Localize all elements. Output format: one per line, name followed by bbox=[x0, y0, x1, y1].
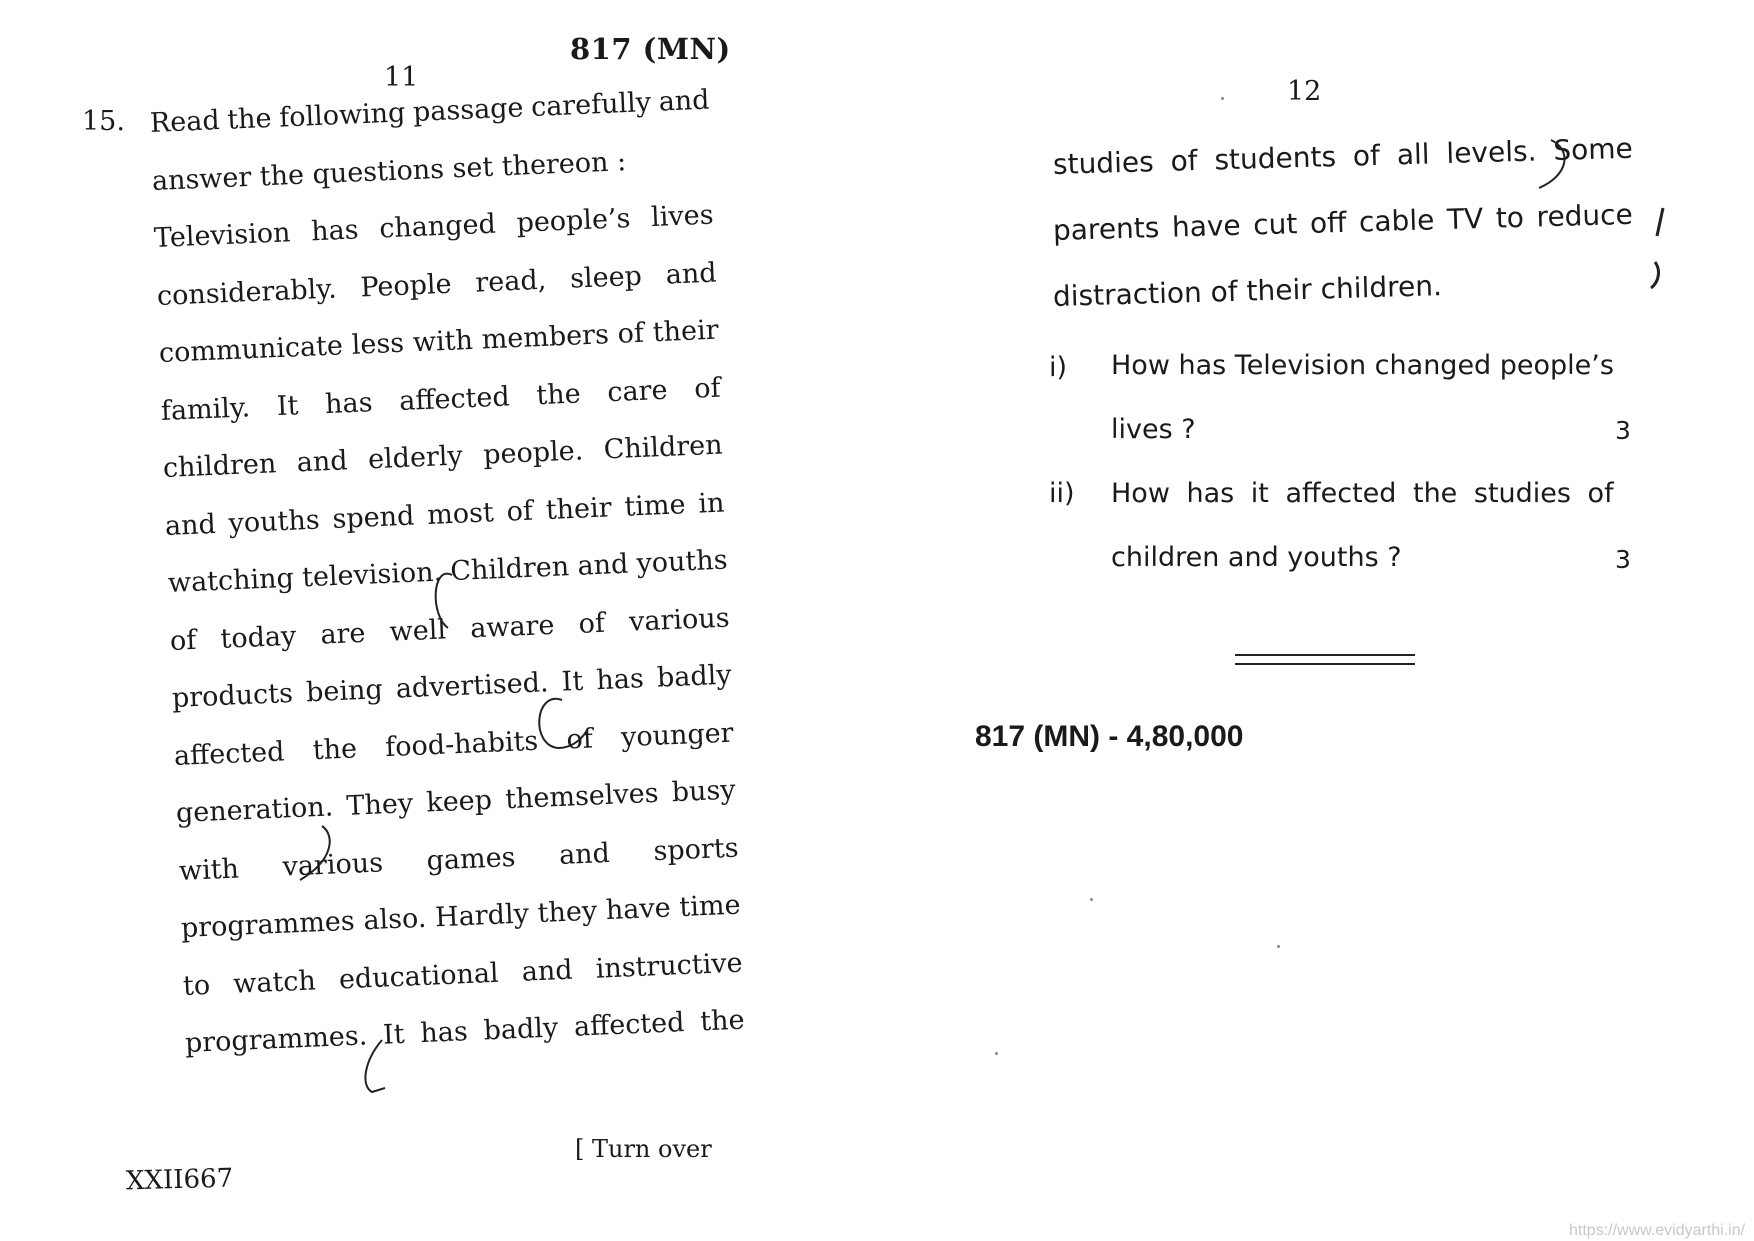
word: younger bbox=[620, 717, 735, 753]
word: Some bbox=[1552, 131, 1634, 168]
word: sleep bbox=[569, 260, 643, 295]
word: and bbox=[558, 837, 611, 871]
word: children bbox=[162, 448, 278, 484]
word: cable bbox=[1358, 203, 1435, 239]
word: of bbox=[1170, 143, 1198, 178]
word: and bbox=[296, 445, 349, 479]
word: today bbox=[219, 620, 297, 655]
word: their bbox=[651, 314, 719, 349]
question-label: ii) bbox=[1049, 478, 1075, 509]
word: off bbox=[1309, 205, 1347, 240]
word: care bbox=[606, 374, 669, 408]
scan-speck bbox=[1090, 898, 1093, 901]
word: affected bbox=[398, 380, 511, 417]
word: and bbox=[521, 954, 574, 988]
question-text: children and youths ? bbox=[1111, 542, 1402, 573]
word: changed bbox=[379, 208, 497, 245]
word: time bbox=[624, 488, 687, 523]
question-marks: 3 bbox=[1615, 416, 1631, 445]
word: watching bbox=[166, 562, 295, 599]
question-text: How has Television changed people’s bbox=[1111, 350, 1614, 381]
word: parents bbox=[1052, 211, 1160, 247]
word: They bbox=[346, 788, 415, 822]
word: Children bbox=[449, 551, 570, 588]
scan-speck bbox=[1221, 97, 1224, 100]
word: are bbox=[319, 617, 366, 651]
word: various bbox=[628, 602, 730, 638]
word: youths bbox=[228, 504, 321, 539]
word: sports bbox=[652, 832, 739, 867]
word: of bbox=[169, 624, 197, 657]
pen-marks bbox=[877, 0, 1754, 1241]
word: to bbox=[182, 969, 211, 1002]
word: elderly bbox=[367, 440, 464, 476]
word: in bbox=[698, 487, 726, 520]
page-number: 11 bbox=[384, 62, 419, 93]
word: being bbox=[305, 674, 384, 709]
scan-speck bbox=[995, 1052, 998, 1055]
word: passage bbox=[412, 92, 525, 128]
word: generation. bbox=[175, 791, 335, 829]
word: aware bbox=[469, 609, 555, 644]
word: following bbox=[278, 97, 406, 134]
question-text: How has it affected the studies of bbox=[1111, 478, 1614, 509]
word: students bbox=[1213, 140, 1337, 177]
word: to bbox=[1495, 200, 1525, 235]
word: of bbox=[693, 372, 722, 405]
word: keep bbox=[426, 784, 493, 819]
word: TV bbox=[1446, 201, 1484, 236]
word: lives bbox=[650, 199, 715, 234]
word: all bbox=[1396, 137, 1430, 172]
word: programmes bbox=[180, 905, 356, 944]
word: themselves bbox=[504, 777, 660, 816]
word: food-habits bbox=[384, 725, 540, 763]
word: It bbox=[561, 665, 584, 698]
print-code: 817 (MN) - 4,80,000 bbox=[975, 720, 1244, 753]
word: less bbox=[350, 327, 405, 361]
question-text: lives ? bbox=[1111, 414, 1196, 445]
word: members bbox=[480, 319, 610, 356]
word: reduce bbox=[1536, 197, 1634, 234]
word: games bbox=[425, 841, 516, 877]
paper-header-code: 817 (MN) bbox=[570, 32, 731, 66]
word: most bbox=[426, 496, 495, 531]
word: family. bbox=[160, 391, 251, 427]
word: have bbox=[1171, 208, 1242, 244]
passage-line: distraction of their children. bbox=[1052, 269, 1443, 313]
word: of bbox=[506, 495, 534, 528]
word: and bbox=[658, 84, 711, 118]
word: and bbox=[164, 508, 217, 542]
word: of bbox=[566, 722, 594, 756]
question-marks: 3 bbox=[1615, 545, 1631, 574]
question-number: 15. bbox=[82, 106, 125, 137]
word: television. bbox=[301, 556, 443, 594]
word: and bbox=[576, 548, 629, 582]
word: advertised. bbox=[395, 667, 550, 705]
word: their bbox=[545, 491, 613, 526]
word: has bbox=[419, 1016, 469, 1050]
word: well bbox=[388, 613, 447, 648]
word: educational bbox=[338, 957, 500, 995]
word: levels. bbox=[1445, 134, 1537, 171]
word: programmes. bbox=[184, 1020, 369, 1059]
paper-code: XXII667 bbox=[125, 1163, 234, 1197]
word: affected bbox=[173, 735, 286, 772]
word: various bbox=[281, 846, 384, 883]
word: with bbox=[412, 324, 474, 359]
word: of bbox=[577, 607, 606, 640]
word: products bbox=[171, 677, 294, 714]
word: It bbox=[276, 389, 300, 422]
word: has bbox=[324, 386, 374, 420]
word: affected bbox=[573, 1007, 686, 1043]
word: they bbox=[536, 895, 598, 930]
turn-over-note: [ Turn over bbox=[575, 1135, 712, 1163]
word: Read bbox=[149, 105, 221, 139]
word: spend bbox=[332, 500, 416, 535]
word: People bbox=[359, 268, 452, 303]
word: of bbox=[616, 317, 645, 350]
word: badly bbox=[656, 659, 733, 694]
passage-line: answer the questions set thereon : bbox=[151, 145, 627, 197]
right-page bbox=[877, 0, 1754, 1241]
word: considerably. bbox=[155, 272, 337, 312]
word: the bbox=[226, 102, 273, 136]
word: time bbox=[678, 889, 741, 924]
word: Hardly bbox=[434, 898, 530, 934]
word: the bbox=[312, 732, 358, 766]
word: of bbox=[1352, 138, 1381, 173]
word: busy bbox=[671, 774, 737, 809]
word: people’s bbox=[516, 203, 632, 239]
word: has bbox=[595, 663, 645, 697]
word: the bbox=[699, 1004, 746, 1038]
scan-speck bbox=[1277, 945, 1280, 948]
word: have bbox=[605, 892, 672, 927]
page-number: 12 bbox=[1287, 76, 1322, 107]
word: has bbox=[310, 214, 360, 248]
watermark: https://www.evidyarthi.in/ bbox=[1569, 1222, 1746, 1239]
question-label: i) bbox=[1049, 352, 1068, 383]
word: also. bbox=[362, 902, 427, 937]
word: cut bbox=[1252, 207, 1298, 242]
word: with bbox=[177, 853, 240, 887]
word: instructive bbox=[595, 947, 744, 985]
word: the bbox=[535, 377, 582, 411]
word: Children bbox=[603, 429, 724, 466]
word: studies bbox=[1052, 145, 1155, 181]
word: carefully bbox=[530, 87, 652, 124]
word: It bbox=[382, 1018, 406, 1051]
word: people. bbox=[482, 435, 584, 471]
word: badly bbox=[483, 1012, 559, 1047]
word: read, bbox=[474, 264, 547, 299]
word: watch bbox=[232, 964, 317, 1000]
word: Television bbox=[153, 217, 292, 254]
word: youths bbox=[635, 544, 728, 580]
word: and bbox=[664, 257, 717, 291]
word: communicate bbox=[158, 330, 344, 369]
